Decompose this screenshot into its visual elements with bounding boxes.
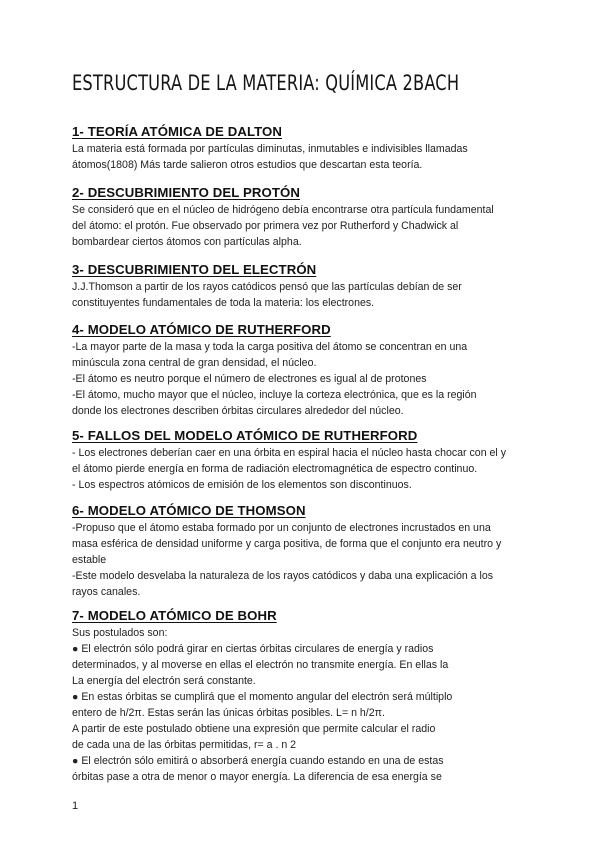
paragraph-line: ● El electrón sólo podrá girar en ciertas órbitas circulares de energía y radios — [72, 643, 434, 655]
section-heading: 1- TEORÍA ATÓMICA DE DALTON — [72, 124, 283, 139]
paragraph-line: ● El electrón sólo emitirá o absorberá energía cuando estando en una de estas — [72, 755, 444, 767]
document-title: ESTRUCTURA DE LA MATERIA: QUÍMICA 2BACH — [72, 71, 460, 95]
paragraph-line: órbitas pase a otra de menor o mayor energía. La diferencia de esa energía se — [72, 771, 442, 783]
paragraph-line: -La mayor parte de la masa y toda la carga positiva del átomo se concentran en una — [72, 341, 468, 353]
paragraph-line: Sus postulados son: — [72, 627, 168, 639]
paragraph-line: ● En estas órbitas se cumplirá que el momento angular del electrón será múltiplo — [72, 691, 453, 703]
paragraph-line: donde los electrones describen órbitas circulares alrededor del núcleo. — [72, 405, 404, 417]
section-heading: 6- MODELO ATÓMICO DE THOMSON — [72, 503, 306, 518]
paragraph-line: A partir de este postulado obtiene una expresión que permite calcular el radio — [72, 723, 436, 735]
paragraph-line: rayos canales. — [72, 586, 141, 598]
paragraph-line: - Los espectros atómicos de emisión de los elementos son discontinuos. — [72, 479, 412, 491]
paragraph-line: estable — [72, 554, 107, 566]
section-heading: 2- DESCUBRIMIENTO DEL PROTÓN — [72, 185, 300, 200]
section-heading: 5- FALLOS DEL MODELO ATÓMICO DE RUTHERFORD — [72, 428, 418, 443]
section-rutherford-failures — [72, 428, 542, 493]
paragraph-line: el átomo pierde energía en forma de radiación electromagnética de espectro continuo. — [72, 463, 478, 475]
paragraph-line: entero de h/2π. Estas serán las únicas órbitas posibles. L= n h/2π. — [72, 707, 385, 719]
paragraph-line: J.J.Thomson a partir de los rayos catódicos pensó que las partículas debían de ser — [72, 281, 462, 293]
page-number: 1 — [72, 800, 79, 812]
paragraph-line: minúscula zona central de gran densidad, el núcleo. — [72, 357, 317, 369]
paragraph-line: de cada una de las órbitas permitidas, r= a . n 2 — [72, 739, 297, 751]
section-bohr — [72, 608, 542, 785]
section-thomson — [72, 503, 542, 600]
paragraph-line: -Propuso que el átomo estaba formado por un conjunto de electrones incrustados en una — [72, 522, 491, 534]
paragraph-line: determinados, y al moverse en ellas el electrón no transmite energía. En ellas la — [72, 659, 449, 671]
section-rutherford — [72, 322, 542, 419]
paragraph-line: del átomo: el protón. Fue observado por primera vez por Rutherford y Chadwick al — [72, 220, 459, 232]
paragraph-line: La energía del electrón será constante. — [72, 675, 256, 687]
paragraph-line: La materia está formada por partículas diminutas, inmutables e indivisibles llamadas — [72, 143, 468, 155]
paragraph-line: masa esférica de densidad uniforme y carga positiva, de forma que el conjunto era neutro y — [72, 538, 502, 550]
section-dalton — [72, 124, 542, 173]
section-electron — [72, 262, 542, 311]
paragraph-line: Se consideró que en el núcleo de hidrógeno debía encontrarse otra partícula fundamental — [72, 204, 494, 216]
paragraph-line: -El átomo es neutro porque el número de electrones es igual al de protones — [72, 373, 427, 385]
paragraph-line: constituyentes fundamentales de toda la materia: los electrones. — [72, 297, 375, 309]
paragraph-line: bombardear ciertos átomos con partículas alpha. — [72, 236, 302, 248]
section-proton — [72, 185, 542, 250]
paragraph-line: -Este modelo desvelaba la naturaleza de los rayos catódicos y daba una explicación a los — [72, 570, 494, 582]
section-heading: 4- MODELO ATÓMICO DE RUTHERFORD — [72, 322, 331, 337]
paragraph-line: átomos(1808) Más tarde salieron otros estudios que descartan esta teoría. — [72, 159, 423, 171]
section-heading: 7- MODELO ATÓMICO DE BOHR — [72, 608, 277, 623]
section-heading: 3- DESCUBRIMIENTO DEL ELECTRÓN — [72, 262, 317, 277]
paragraph-line: - Los electrones deberían caer en una órbita en espiral hacia el núcleo hasta chocar con el y — [72, 447, 507, 459]
paragraph-line: -El átomo, mucho mayor que el núcleo, incluye la corteza electrónica, que es la región — [72, 389, 477, 401]
